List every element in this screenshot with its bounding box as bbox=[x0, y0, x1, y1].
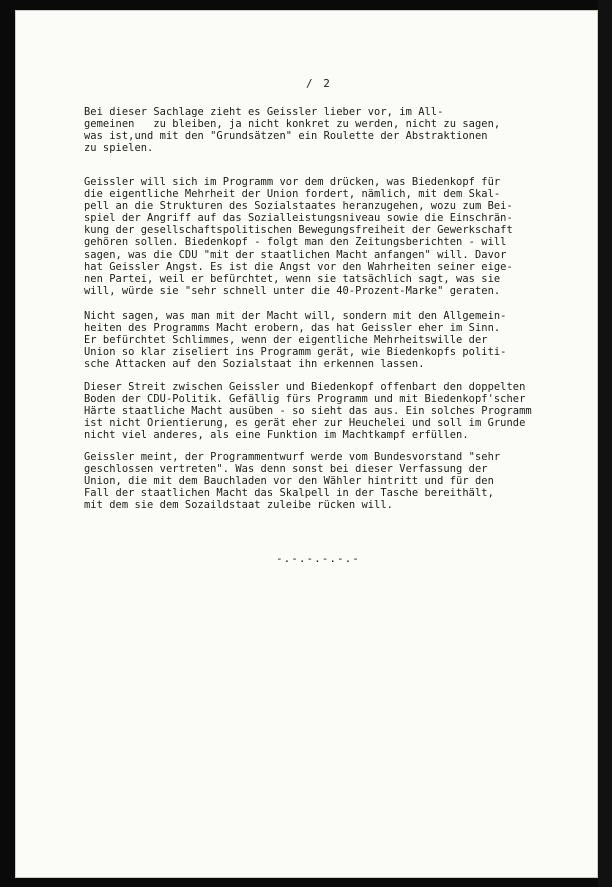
text-line: Union so klar ziseliert ins Programm gerät, wie Biedenkopfs politi- bbox=[84, 346, 507, 359]
text-line: Er befürchtet Schlimmes, wenn der eigentliche Mehrheitswille der bbox=[84, 334, 488, 347]
end-mark: -.-.-.-.-.- bbox=[276, 552, 360, 565]
text-line: heiten des Programms Macht erobern, das hat Geissler eher im Sinn. bbox=[84, 322, 501, 335]
text-line: Geissler meint, der Programmentwurf werde vom Bundesvorstand "sehr bbox=[84, 451, 501, 463]
text-line: nicht viel anderes, als eine Funktion im Machtkampf erfüllen. bbox=[84, 429, 469, 442]
text-line: gemeinen zu bleiben, ja nicht konkret zu werden, nicht zu sagen, bbox=[84, 118, 501, 131]
scan-edge bbox=[598, 0, 612, 887]
page-number: / 2 bbox=[306, 77, 332, 90]
text-line: ist nicht Orientierung, es gerät eher zur Heuchelei und soll im Grunde bbox=[84, 417, 526, 430]
text-line: Geissler will sich im Programm vor dem drücken, was Biedenkopf für bbox=[84, 176, 501, 188]
text-line: spiel der Angriff auf das Sozialleistungsniveau sowie die Einschrän- bbox=[84, 212, 513, 225]
text-line: Härte staatliche Macht ausüben - so sieht das aus. Ein solches Programm bbox=[84, 405, 532, 418]
text-line: nen Partei, weil er befürchtet, wenn sie tatsächlich sagt, was sie bbox=[84, 272, 501, 285]
text-line: will, würde sie "sehr schnell unter die 40-Prozent-Marke" geraten. bbox=[84, 284, 501, 297]
text-line: mit dem sie dem Sozaildstaat zuleibe rücken will. bbox=[84, 499, 393, 512]
text-line: zu spielen. bbox=[84, 142, 154, 155]
paragraph-5 bbox=[84, 451, 594, 511]
text-line: Union, die mit dem Bauchladen vor den Wähler hintritt und für den bbox=[84, 475, 494, 488]
paragraph-4 bbox=[84, 381, 594, 441]
text-line: Bei dieser Sachlage zieht es Geissler lieber vor, im All- bbox=[84, 106, 444, 118]
paragraph-1 bbox=[84, 106, 594, 154]
text-line: die eigentliche Mehrheit der Union fordert, nämlich, mit dem Skal- bbox=[84, 188, 501, 201]
text-line: sagen, was die CDU "mit der staatlichen Macht anfangen" will. Davor bbox=[84, 248, 507, 261]
text-line: Dieser Streit zwischen Geissler und Biedenkopf offenbart den doppelten bbox=[84, 381, 526, 393]
text-line: hat Geissler Angst. Es ist die Angst vor den Wahrheiten seiner eige- bbox=[84, 260, 513, 273]
text-line: geschlossen vertreten". Was denn sonst bei dieser Verfassung der bbox=[84, 463, 488, 476]
text-line: Fall der staatlichen Macht das Skalpell in der Tasche bereithält, bbox=[84, 487, 494, 500]
text-line: Boden der CDU-Politik. Gefällig fürs Programm und mit Biedenkopf'scher bbox=[84, 393, 526, 406]
paragraph-3 bbox=[84, 310, 594, 370]
text-line: kung der gesellschaftspolitischen Bewegungsfreiheit der Gewerkschaft bbox=[84, 224, 513, 237]
text-line: Nicht sagen, was man mit der Macht will, sondern mit den Allgemein- bbox=[84, 310, 507, 322]
text-line: was ist,und mit den "Grundsätzen" ein Roulette der Abstraktionen bbox=[84, 130, 488, 143]
text-line: pell an die Strukturen des Sozialstaates heranzugehen, wozu zum Bei- bbox=[84, 200, 513, 213]
text-line: gehören sollen. Biedenkopf - folgt man den Zeitungsberichten - will bbox=[84, 236, 507, 249]
paragraph-2 bbox=[84, 176, 594, 297]
text-line: sche Attacken auf den Sozialstaat ihn erkennen lassen. bbox=[84, 358, 425, 371]
